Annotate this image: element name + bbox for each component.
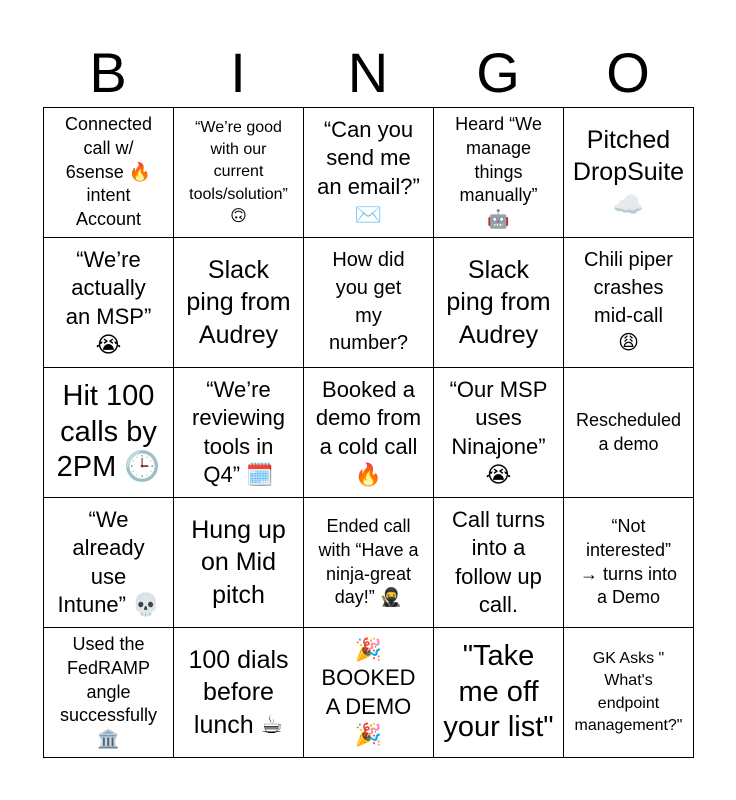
bingo-cell-r1-c2[interactable] <box>174 108 304 238</box>
cell-text: “We’re good with our current tools/solution” 🙃 <box>189 118 288 226</box>
header-letter-b: B <box>89 41 127 104</box>
cell-text: Heard “We manage things manually” 🤖 <box>455 114 542 230</box>
bingo-cell-r2-c1[interactable] <box>44 238 174 368</box>
bingo-cell-r2-c5[interactable] <box>564 238 694 368</box>
cell-text: "Take me off your list" <box>443 639 554 744</box>
bingo-cell-r3-c3[interactable] <box>304 368 434 498</box>
bingo-cell-r4-c1[interactable] <box>44 498 174 628</box>
bingo-cell-r4-c4[interactable] <box>434 498 564 628</box>
cell-text: Chili piper crashes mid-call 😩 <box>584 249 673 355</box>
bingo-board <box>43 107 694 758</box>
cell-text: Ended call with “Have a ninja-great day!” 🥷 <box>318 516 419 608</box>
bingo-cell-r1-c1[interactable] <box>44 108 174 238</box>
bingo-cell-r1-c5[interactable] <box>564 108 694 238</box>
cell-text: Call turns into a follow up call. <box>452 507 545 617</box>
cell-text: Hit 100 calls by 2PM 🕒 <box>56 379 161 484</box>
bingo-cell-r1-c3[interactable] <box>304 108 434 238</box>
cell-text: “We already use Intune” 💀 <box>57 507 160 617</box>
cell-text: “We’re reviewing tools in Q4” 🗓️ <box>192 377 285 487</box>
bingo-cell-r5-c1[interactable] <box>44 628 174 758</box>
cell-text: “Our MSP uses Ninajone” 😭 <box>449 377 548 487</box>
bingo-cell-r2-c2[interactable] <box>174 238 304 368</box>
cell-text: 🎉 BOOKED A DEMO 🎉 <box>321 637 416 747</box>
bingo-cell-r4-c3[interactable] <box>304 498 434 628</box>
bingo-cell-r3-c5[interactable] <box>564 368 694 498</box>
bingo-cell-r3-c1[interactable] <box>44 368 174 498</box>
cell-text: “Can you send me an email?” ✉️ <box>317 117 420 227</box>
cell-text: How did you get my number? <box>329 249 408 355</box>
bingo-header <box>43 40 693 106</box>
bingo-cell-r5-c4[interactable] <box>434 628 564 758</box>
cell-text: Rescheduled a demo <box>575 409 682 454</box>
cell-text: Hung up on Mid pitch <box>191 515 286 609</box>
cell-text: GK Asks " What's endpoint management?" <box>574 649 683 734</box>
cell-text: “We’re actually an MSP” 😭 <box>65 247 152 357</box>
cell-text: Connected call w/ 6sense 🔥 intent Account <box>64 114 153 230</box>
cell-text: Slack ping from Audrey <box>446 255 551 349</box>
bingo-cell-r2-c3[interactable] <box>304 238 434 368</box>
bingo-cell-r1-c4[interactable] <box>434 108 564 238</box>
cell-text: Used the FedRAMP angle successfully 🏛️ <box>59 634 158 750</box>
bingo-cell-r4-c5[interactable] <box>564 498 694 628</box>
header-letter-o: O <box>606 41 650 104</box>
header-letter-i: I <box>230 41 246 104</box>
header-letter-n: N <box>347 41 389 104</box>
cell-text: 100 dials before lunch ☕ <box>188 645 289 739</box>
bingo-cell-r3-c4[interactable] <box>434 368 564 498</box>
bingo-cell-r5-c2[interactable] <box>174 628 304 758</box>
cell-text: Pitched DropSuite ☁️ <box>572 125 685 219</box>
bingo-cell-r4-c2[interactable] <box>174 498 304 628</box>
cell-text: “Not interested” → turns into a Demo <box>579 516 678 608</box>
bingo-cell-r5-c3[interactable] <box>304 628 434 758</box>
cell-text: Slack ping from Audrey <box>186 255 291 349</box>
header-letter-g: G <box>476 41 520 104</box>
cell-text: Booked a demo from a cold call 🔥 <box>315 377 422 487</box>
bingo-cell-r5-c5[interactable] <box>564 628 694 758</box>
bingo-cell-r2-c4[interactable] <box>434 238 564 368</box>
bingo-cell-r3-c2[interactable] <box>174 368 304 498</box>
